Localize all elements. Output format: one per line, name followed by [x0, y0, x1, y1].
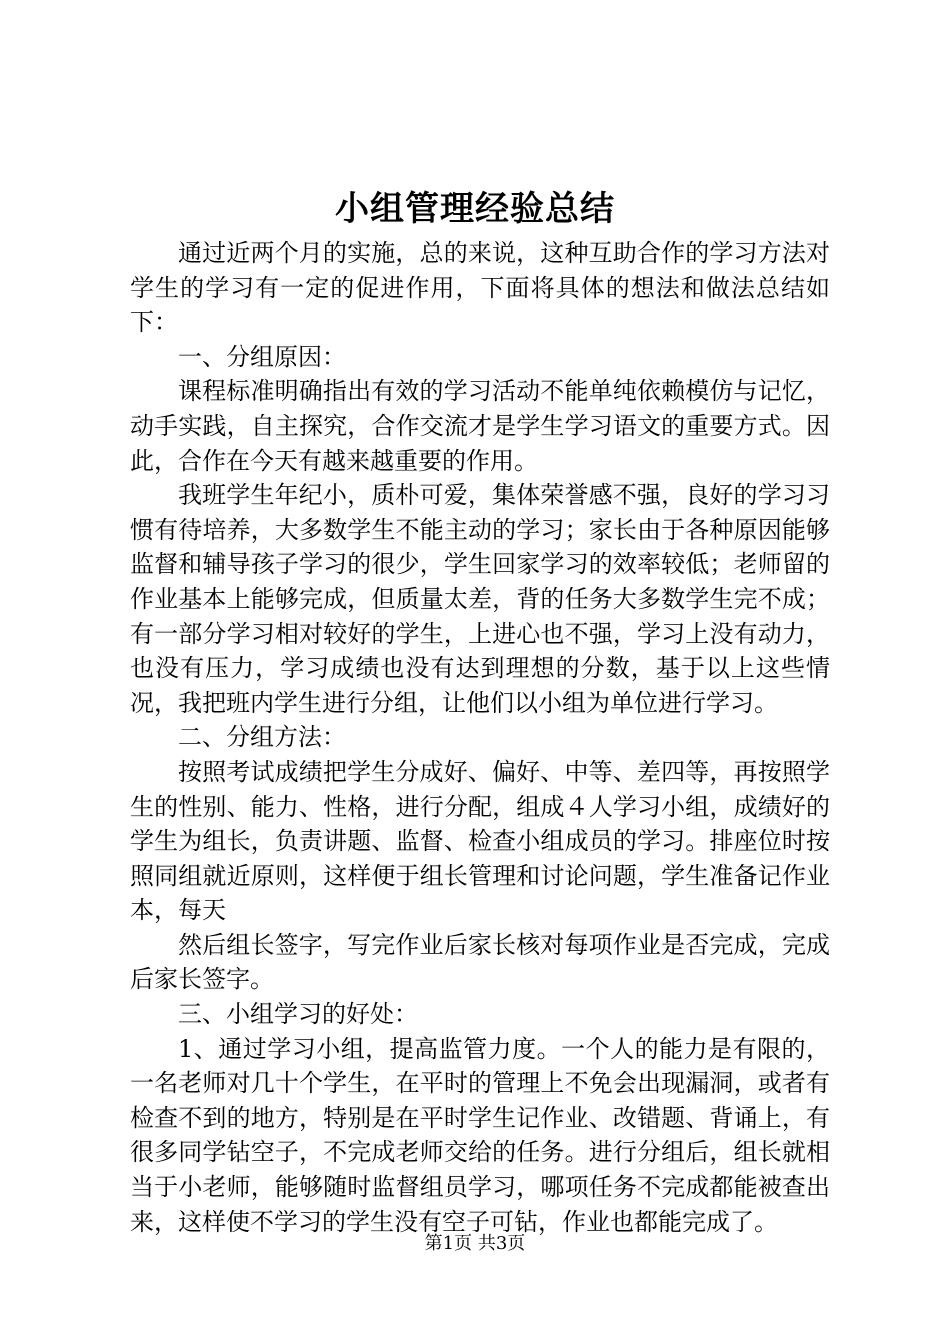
document-body — [130, 236, 830, 1239]
paragraph-curriculum: 课程标准明确指出有效的学习活动不能单纯依赖模仿与记忆，动手实践，自主探究，合作交流才是学生学习语文的重要方式。因此，合作在今天有越来越重要的作用。 — [130, 377, 830, 475]
paragraph-intro: 通过近两个月的实施，总的来说，这种互助合作的学习方法对学生的学习有一定的促进作用，下面将具体的想法和做法总结如下： — [130, 239, 830, 337]
document-title: 小组管理经验总结 — [335, 189, 615, 229]
page-footer: 第1页 共3页 — [424, 1233, 526, 1254]
paragraph-class-situation: 我班学生年纪小，质朴可爱，集体荣誉感不强，良好的学习习惯有待培养，大多数学生不能主动的学习；家长由于各种原因能够监督和辅导孩子学习的很少，学生回家学习的效率较低；老师留的作业基本上能够完成，但质量太差，背的任务大多数学生完不成；有一部分学习相对较好的学生，上进心也不强，学习上没有动力，也没有压力，学习成绩也没有达到理想的分数，基于以上这些情况，我把班内学生进行分组，让他们以小组为单位进行学习。 — [130, 481, 830, 717]
paragraph-grouping-method: 按照考试成绩把学生分成好、偏好、中等、差四等，再按照学生的性别、能力、性格，进行分配，组成４人学习小组，成绩好的学生为组长，负责讲题、监督、检查小组成员的学习。排座位时按照同组就近原则，这样便于组长管理和讨论问题，学生准备记作业本，每天 — [130, 757, 830, 925]
section-heading-reasons: 一、分组原因： — [178, 342, 346, 371]
section-heading-methods: 二、分组方法： — [178, 723, 346, 752]
section-heading-benefits: 三、小组学习的好处： — [178, 1000, 418, 1029]
paragraph-signing: 然后组长签字，写完作业后家长核对每项作业是否完成，完成后家长签字。 — [130, 930, 830, 994]
paragraph-benefit-1: 1、通过学习小组，提高监管力度。一个人的能力是有限的，一名老师对几十个学生，在平时的管理上不免会出现漏洞，或者有检查不到的地方，特别是在平时学生记作业、改错题、背诵上，有很多同学钻空子，不完成老师交给的任务。进行分组后，组长就相当于小老师，能够随时监督组员学习，哪项任务不完成都能被查出来，这样使不学习的学生没有空子可钻，作业也都能完成了。 — [130, 1034, 830, 1236]
